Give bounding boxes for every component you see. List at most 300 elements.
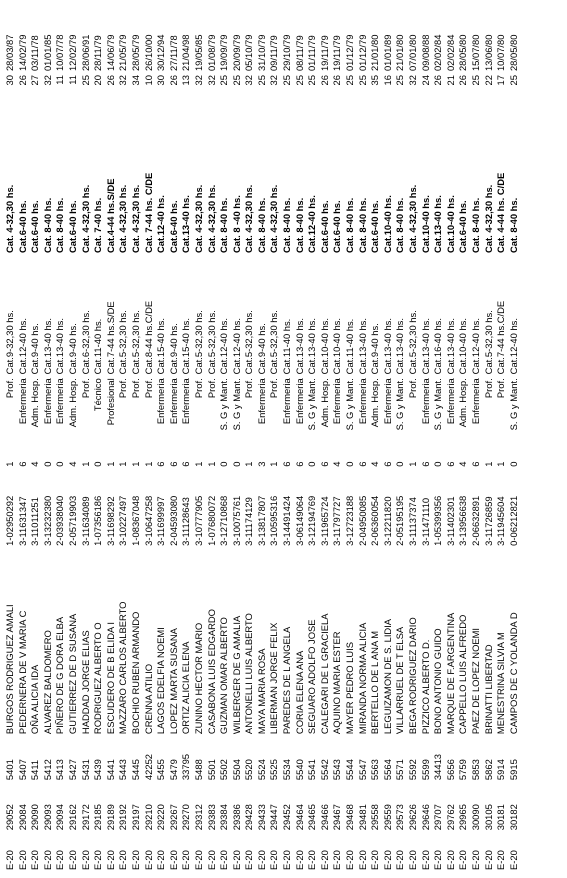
file-number-cell: 29093 — [41, 804, 53, 831]
agent-number-cell: 5412 — [41, 759, 53, 781]
unit-code-cell: E-20 — [444, 850, 456, 870]
document-id-cell: 2-04593080 — [167, 495, 179, 546]
years-cell: 25 — [218, 75, 230, 86]
unit-code-cell: E-20 — [4, 850, 15, 870]
table-row — [306, 6, 319, 872]
unit-code-cell: E-20 — [432, 850, 444, 870]
current-category-cell: Cat.11-40 hs. — [92, 318, 104, 375]
years-cell: 22 — [482, 75, 494, 86]
file-number-cell: 29481 — [356, 804, 368, 831]
years-cell: 17 — [495, 75, 507, 86]
years-cell: 34 — [129, 75, 141, 86]
current-category-cell: Cat.7-44 hs.C/DE — [495, 300, 507, 375]
document-id-cell: 3-11128643 — [180, 497, 192, 546]
new-category-cell: Cat. 8-40 hs. — [356, 197, 368, 253]
file-number-cell: 29090 — [29, 804, 41, 831]
table-row — [319, 6, 332, 872]
new-category-cell: Cat. 4-32,30 hs. — [4, 184, 15, 253]
years-cell: 26 — [331, 75, 343, 86]
agent-number-cell: 5504 — [230, 759, 242, 781]
current-category-cell: Cat.13-40 hs. — [394, 318, 406, 375]
group-code-cell: 6 — [293, 461, 305, 467]
current-category-cell: Cat.13-40 hs. — [381, 318, 393, 375]
employee-name-cell: MARQUE DE F.ARGENTINA — [444, 612, 456, 735]
document-id-cell: 1-07356186 — [92, 495, 104, 546]
table-row — [206, 6, 219, 872]
employee-name-cell: LAGOS EDELFIA NOEMI — [155, 627, 167, 735]
unit-code-cell: E-20 — [218, 850, 230, 870]
group-code-cell: 1 — [268, 461, 280, 467]
file-number-cell: 29452 — [281, 804, 293, 831]
unit-code-cell: E-20 — [255, 850, 267, 870]
employee-name-cell: CRENNA ATILIO — [142, 663, 154, 735]
employee-name-cell: HADDAD JORGE ELIAS — [79, 630, 91, 735]
document-id-cell: 3-14491424 — [281, 495, 293, 546]
current-category-cell: Cat.8-44 hs.C/DE — [142, 300, 154, 375]
years-cell: 13 — [180, 75, 192, 86]
document-id-cell: 2-06360054 — [369, 495, 381, 546]
document-id-cell: 3-12194769 — [306, 495, 318, 546]
new-category-cell: Cat.4-44 hs.S/DE — [104, 178, 116, 253]
new-category-cell: Cat. 8 -40 hs. — [230, 195, 242, 253]
agent-number-cell: 33795 — [180, 754, 192, 781]
date-cell: 01/12/79 — [344, 34, 356, 72]
current-category-cell: Cat.5-32,30 hs. — [192, 310, 204, 375]
years-cell: 32 — [41, 75, 53, 86]
date-cell: 12/02/79 — [66, 34, 78, 72]
document-id-cell: 1-05399356 — [432, 495, 444, 546]
table-row — [243, 6, 256, 872]
group-code-cell: 0 — [92, 461, 104, 467]
table-row — [445, 6, 458, 872]
document-id-cell: 3-11011251 — [29, 497, 41, 546]
new-category-cell: Cat. 4-32,30 hs. — [192, 184, 204, 253]
employee-name-cell: MIRANDA NORMA ALICIA — [356, 622, 368, 735]
file-number-cell: 29386 — [230, 804, 242, 831]
date-cell: 14/02/79 — [16, 34, 28, 72]
new-category-cell: Cat.6-40 hs. — [29, 200, 41, 253]
employee-name-cell: LEGUIZAMON DE S. LIDIA — [381, 618, 393, 735]
unit-code-cell: E-20 — [306, 850, 318, 870]
agent-number-cell: 5541 — [306, 759, 318, 781]
years-cell: 26 — [16, 75, 28, 86]
date-cell: 10/07/80 — [495, 34, 507, 72]
agent-number-cell: 5401 — [4, 759, 15, 781]
date-cell: 28/05/79 — [129, 34, 141, 72]
unit-code-cell: E-20 — [129, 850, 141, 870]
sector-cell: Profesional — [104, 378, 116, 426]
current-category-cell: Cat.15-40 hs. — [155, 318, 167, 375]
years-cell: 30 — [4, 75, 15, 86]
group-code-cell: 1 — [142, 461, 154, 467]
table-row — [407, 6, 420, 872]
document-id-cell: 3-10777905 — [192, 495, 204, 546]
years-cell: 25 — [394, 75, 406, 86]
document-id-cell: 3-11698292 — [104, 496, 116, 546]
sector-cell: S. G y Mant. — [230, 378, 242, 431]
date-cell: 21/01/80 — [394, 34, 406, 72]
table-row — [357, 6, 370, 872]
employee-name-cell: PAREDES DE L ANGELA — [281, 626, 293, 735]
group-code-cell: 1 — [104, 461, 116, 467]
unit-code-cell: E-20 — [79, 850, 91, 870]
new-category-cell: Cat. 4-32,30 hs. — [482, 184, 494, 253]
table-row — [420, 6, 433, 872]
new-category-cell: Cat.6-40 hs. — [167, 200, 179, 253]
sector-cell: Enfermeria — [293, 378, 305, 425]
new-category-cell: Cat.10-40 hs. — [381, 195, 393, 253]
date-cell: 02/02/84 — [432, 34, 444, 72]
years-cell: 26 — [457, 75, 469, 86]
file-number-cell: 30181 — [495, 804, 507, 831]
file-number-cell: 29197 — [129, 804, 141, 831]
file-number-cell: 29220 — [155, 804, 167, 831]
current-category-cell: Cat.10-40 hs. — [331, 318, 343, 375]
group-code-cell: 0 — [218, 461, 230, 467]
date-cell: 30/12/94 — [155, 34, 167, 72]
date-cell: 08/11/79 — [293, 35, 305, 72]
file-number-cell: 29559 — [381, 804, 393, 831]
table-row — [92, 6, 105, 872]
document-id-cell: 3-11699997 — [155, 496, 167, 546]
agent-number-cell: 34413 — [432, 754, 444, 781]
sector-cell: S. G y Mant. — [432, 378, 444, 431]
file-number-cell: 29383 — [205, 804, 217, 831]
group-code-cell: 6 — [155, 461, 167, 467]
table-row — [67, 6, 80, 872]
group-code-cell: 6 — [381, 461, 393, 467]
group-code-cell: 1 — [205, 461, 217, 467]
new-category-cell: Cat.12-40 hs. — [155, 195, 167, 253]
table-row — [54, 6, 67, 872]
sector-cell: Enfermeria — [255, 378, 267, 425]
unit-code-cell: E-20 — [281, 850, 293, 870]
unit-code-cell: E-20 — [457, 850, 469, 870]
unit-code-cell: E-20 — [142, 850, 154, 870]
employee-name-cell: BEGA RODRIGUEZ DARIO — [407, 617, 418, 735]
group-code-cell: 0 — [41, 461, 53, 467]
file-number-cell: 29433 — [255, 804, 267, 831]
table-row — [231, 6, 244, 872]
current-category-cell: Cat.7-44 hs.S/DE — [104, 301, 116, 375]
sector-cell: S. G y Mant. — [306, 378, 318, 431]
document-id-cell: 2-03938040 — [54, 495, 66, 546]
unit-code-cell: E-20 — [16, 850, 28, 870]
date-cell: 05/10/79 — [243, 34, 255, 72]
group-code-cell: 0 — [54, 461, 66, 467]
date-cell: 28/03/87 — [4, 34, 15, 72]
date-cell: 01/01/89 — [381, 34, 393, 72]
years-cell: 26 — [167, 75, 179, 86]
date-cell: 19/05/85 — [192, 34, 204, 72]
file-number-cell: 29965 — [457, 804, 469, 831]
employee-name-cell: ALVAREZ BALDOMERO — [41, 630, 53, 735]
document-id-cell: 2-05195195 — [394, 495, 406, 546]
group-code-cell: 4 — [457, 461, 469, 467]
unit-code-cell: E-20 — [369, 850, 381, 870]
agent-number-cell: 5427 — [66, 759, 78, 781]
current-category-cell: Cat.13-40 hs. — [306, 318, 318, 375]
date-cell: 01/08/79 — [205, 34, 217, 72]
sector-cell: Adm. Hosp. — [66, 378, 78, 428]
file-number-cell: 29084 — [16, 804, 28, 831]
date-cell: 19/09/79 — [218, 34, 230, 72]
current-category-cell: Cat.10-40 hs. — [457, 318, 469, 375]
new-category-cell: Cat. 4-44 hs. C/DE — [495, 172, 507, 253]
sector-cell: Enfermeria — [54, 378, 66, 425]
agent-number-cell: 5862 — [482, 759, 494, 781]
table-row — [130, 6, 143, 872]
date-cell: 09/11/79 — [268, 35, 280, 72]
sector-cell: Prof. — [142, 378, 154, 399]
employee-name-cell: LIBERMAN JORGE FELIX — [268, 622, 280, 735]
employee-name-cell: BURGOS RODRIGUEZ AMALI — [4, 604, 15, 735]
agent-number-cell: 5525 — [268, 759, 280, 781]
document-id-cell: 3-10075761 — [230, 495, 242, 546]
group-code-cell: 4 — [331, 461, 343, 467]
date-cell: 02/02/84 — [444, 34, 456, 72]
sector-cell: Prof. — [192, 378, 204, 399]
date-cell: 27/11/78 — [167, 35, 179, 72]
new-category-cell: Cat. 8-40 hs. — [281, 197, 293, 253]
agent-number-cell: 5455 — [155, 759, 167, 781]
group-code-cell: 1 — [117, 461, 129, 467]
unit-code-cell: E-20 — [180, 850, 192, 870]
years-cell: 25 — [293, 75, 305, 86]
document-id-cell: 3-12211820 — [381, 496, 393, 546]
file-number-cell: 29573 — [394, 804, 406, 831]
sector-cell: Enfermeria — [167, 378, 179, 425]
years-cell: 32 — [268, 75, 280, 86]
years-cell: 27 — [29, 75, 41, 86]
table-row — [143, 6, 156, 872]
date-cell: 28/05/80 — [457, 34, 469, 72]
group-code-cell: 1 — [192, 461, 204, 467]
sector-cell: Enfermeria — [16, 378, 28, 425]
sector-cell: Enfermeria — [444, 378, 456, 425]
agent-number-cell: 5502 — [218, 759, 230, 781]
file-number-cell: 29447 — [268, 804, 280, 831]
table-row — [432, 6, 445, 872]
new-category-cell: Cat. 8-40 hs. — [41, 197, 53, 253]
personnel-roster-table — [4, 6, 520, 872]
sector-cell: Enfermeria — [356, 378, 368, 425]
current-category-cell: Cat.9-32,30 hs. — [4, 310, 15, 375]
new-category-cell: Cat. 4-32,30 hs. — [205, 184, 217, 253]
date-cell: 15/07/80 — [469, 34, 481, 72]
agent-number-cell: 5443 — [117, 759, 129, 781]
agent-number-cell: 5853 — [469, 759, 481, 781]
document-id-cell: 3-12723188 — [344, 495, 356, 546]
years-cell: 21 — [444, 75, 456, 86]
file-number-cell: 30105 — [482, 804, 494, 831]
file-number-cell: 29464 — [293, 804, 305, 831]
file-number-cell: 29428 — [243, 804, 255, 831]
years-cell: 26 — [104, 75, 116, 86]
group-code-cell: 6 — [469, 461, 481, 467]
group-code-cell: 0 — [230, 461, 242, 467]
unit-code-cell: E-20 — [243, 850, 255, 870]
group-code-cell: 1 — [482, 461, 494, 467]
new-category-cell: Cat. 4-32,30 hs. — [129, 184, 141, 253]
document-id-cell: 3-10595316 — [268, 495, 280, 546]
file-number-cell: 29466 — [318, 804, 330, 831]
table-row — [218, 6, 231, 872]
unit-code-cell: E-20 — [66, 850, 78, 870]
group-code-cell: 6 — [444, 461, 456, 467]
years-cell: 25 — [79, 75, 91, 86]
document-id-cell: 0-06212821 — [507, 495, 519, 546]
new-category-cell: Cat. 4-32,30 hs. — [243, 184, 255, 253]
file-number-cell: 29210 — [142, 804, 154, 831]
document-id-cell: 3-11137374 — [407, 497, 418, 546]
agent-number-cell: 5564 — [381, 759, 393, 781]
years-cell: 25 — [306, 75, 318, 86]
file-number-cell: 29270 — [180, 804, 192, 831]
new-category-cell: Cat. 8-40 hs. — [507, 197, 519, 253]
table-row — [117, 6, 130, 872]
current-category-cell: Cat.9-40 hs. — [369, 323, 381, 375]
agent-number-cell: 5524 — [255, 759, 267, 781]
date-cell: 28/05/80 — [507, 34, 519, 72]
table-row — [331, 6, 344, 872]
current-category-cell: Cat.9-40 hs. — [29, 323, 41, 375]
sector-cell: Prof. — [495, 378, 507, 399]
unit-code-cell: E-20 — [155, 850, 167, 870]
new-category-cell: Cat. 8-40 hs. — [218, 197, 230, 253]
unit-code-cell: E-20 — [192, 850, 204, 870]
agent-number-cell: 5914 — [495, 759, 507, 781]
date-cell: 21/05/79 — [117, 34, 129, 72]
unit-code-cell: E-20 — [482, 850, 494, 870]
years-cell: 26 — [432, 75, 444, 86]
new-category-cell: Cat.6-40 hs. — [318, 200, 330, 253]
group-code-cell: 6 — [167, 461, 179, 467]
group-code-cell: 1 — [243, 461, 255, 467]
new-category-cell: Cat. 7-40 hs. — [92, 197, 104, 253]
new-category-cell: Cat. 8-40 hs. — [344, 197, 356, 253]
table-row — [470, 6, 483, 872]
current-category-cell: Cat.5-32,30 hs. — [268, 310, 280, 375]
table-row — [457, 6, 470, 872]
agent-number-cell: 5540 — [293, 759, 305, 781]
file-number-cell: 29185 — [92, 804, 104, 831]
sector-cell: S. G y Mant. — [394, 378, 406, 431]
table-row — [483, 6, 496, 872]
agent-number-cell: 5915 — [507, 759, 519, 781]
file-number-cell: 30090 — [469, 804, 481, 831]
sector-cell: S. G y Mant. — [507, 378, 519, 431]
table-row — [180, 6, 193, 872]
group-code-cell: 1 — [129, 461, 141, 467]
file-number-cell: 29465 — [306, 804, 318, 831]
document-id-cell: 3-11471110 — [419, 497, 431, 546]
sector-cell: Enfermeria — [281, 378, 293, 425]
table-row — [80, 6, 93, 872]
document-id-cell: 3-11726859 — [482, 496, 494, 546]
employee-name-cell: RODRIGUEZ ALBERTO O — [92, 622, 104, 735]
sector-cell: S. G y Mant. — [344, 378, 356, 431]
file-number-cell: 29646 — [419, 804, 431, 831]
sector-cell: Enfermeria — [41, 378, 53, 425]
new-category-cell: Cat. 4-32,30 hs. — [79, 184, 91, 253]
agent-number-cell: 5411 — [29, 759, 41, 781]
agent-number-cell: 5407 — [16, 759, 28, 781]
years-cell: 11 — [66, 75, 78, 85]
date-cell: 10/07/78 — [54, 34, 66, 72]
sector-cell: Prof. — [243, 378, 255, 399]
file-number-cell: 29162 — [66, 804, 78, 831]
unit-code-cell: E-20 — [394, 850, 406, 870]
document-id-cell: 3-13956638 — [457, 495, 469, 546]
years-cell: 32 — [205, 75, 217, 86]
unit-code-cell: E-20 — [205, 850, 217, 870]
table-row — [369, 6, 382, 872]
sector-cell: Prof. — [407, 378, 418, 399]
date-cell: 01/11/79 — [306, 35, 318, 72]
document-id-cell: 3-12710868 — [218, 495, 230, 546]
years-cell: 25 — [507, 75, 519, 86]
unit-code-cell: E-20 — [318, 850, 330, 870]
agent-number-cell: 42252 — [142, 754, 154, 781]
current-category-cell: Cat.5-32,30 hs. — [243, 310, 255, 375]
file-number-cell: 29267 — [167, 804, 179, 831]
employee-name-cell: ANTONELLI LUIS ALBERTO — [243, 613, 255, 735]
date-cell: 21/01/80 — [369, 34, 381, 72]
agent-number-cell: 5592 — [407, 759, 418, 781]
date-cell: 07/01/80 — [407, 34, 418, 72]
unit-code-cell: E-20 — [419, 850, 431, 870]
sector-cell: Adm. Hosp. — [29, 378, 41, 428]
sector-cell: Prof. — [79, 378, 91, 399]
employee-name-cell: MAZZARO CARLOS ALBERTO — [117, 601, 129, 735]
years-cell: 25 — [255, 75, 267, 86]
current-category-cell: Cat.9-40 hs. — [66, 323, 78, 375]
unit-code-cell: E-20 — [331, 850, 343, 870]
unit-code-cell: E-20 — [507, 850, 519, 870]
years-cell: 16 — [381, 75, 393, 86]
new-category-cell: Cat.6-40 hs. — [16, 200, 28, 253]
table-row — [256, 6, 269, 872]
agent-number-cell: 5445 — [129, 759, 141, 781]
document-id-cell: 3-11965724 — [318, 496, 330, 546]
file-number-cell: 29189 — [104, 804, 116, 831]
file-number-cell: 29052 — [4, 804, 15, 831]
employee-name-cell: BOCHIO RUBEN ARMANDO — [129, 611, 141, 735]
new-category-cell: Cat.12-40 hs. — [306, 195, 318, 253]
date-cell: 13/06/80 — [482, 34, 494, 72]
current-category-cell: Cat.5-32,30 hs. — [407, 310, 418, 375]
group-code-cell: 6 — [180, 461, 192, 467]
document-id-cell: 3-11174129 — [243, 497, 255, 546]
document-id-cell: 3-10647258 — [142, 495, 154, 546]
new-category-cell: Cat. 4-32,30 hs. — [268, 184, 280, 253]
file-number-cell: 29384 — [218, 804, 230, 831]
date-cell: 19/11/79 — [318, 35, 330, 72]
years-cell: 26 — [318, 75, 330, 86]
date-cell: 03/11/78 — [29, 35, 41, 72]
document-id-cell: 3-10227497 — [117, 495, 129, 546]
employee-name-cell: BERTELLO DE L ANA M — [369, 630, 381, 735]
group-code-cell: 6 — [16, 461, 28, 467]
employee-name-cell: VILLARRUEL DE T ELSA — [394, 626, 406, 735]
agent-number-cell: 5439 — [92, 759, 104, 781]
current-category-cell: Cat.9-40 hs. — [255, 323, 267, 375]
unit-code-cell: E-20 — [381, 850, 393, 870]
group-code-cell: 4 — [29, 461, 41, 467]
file-number-cell: 29558 — [369, 804, 381, 831]
years-cell: 32 — [243, 75, 255, 86]
